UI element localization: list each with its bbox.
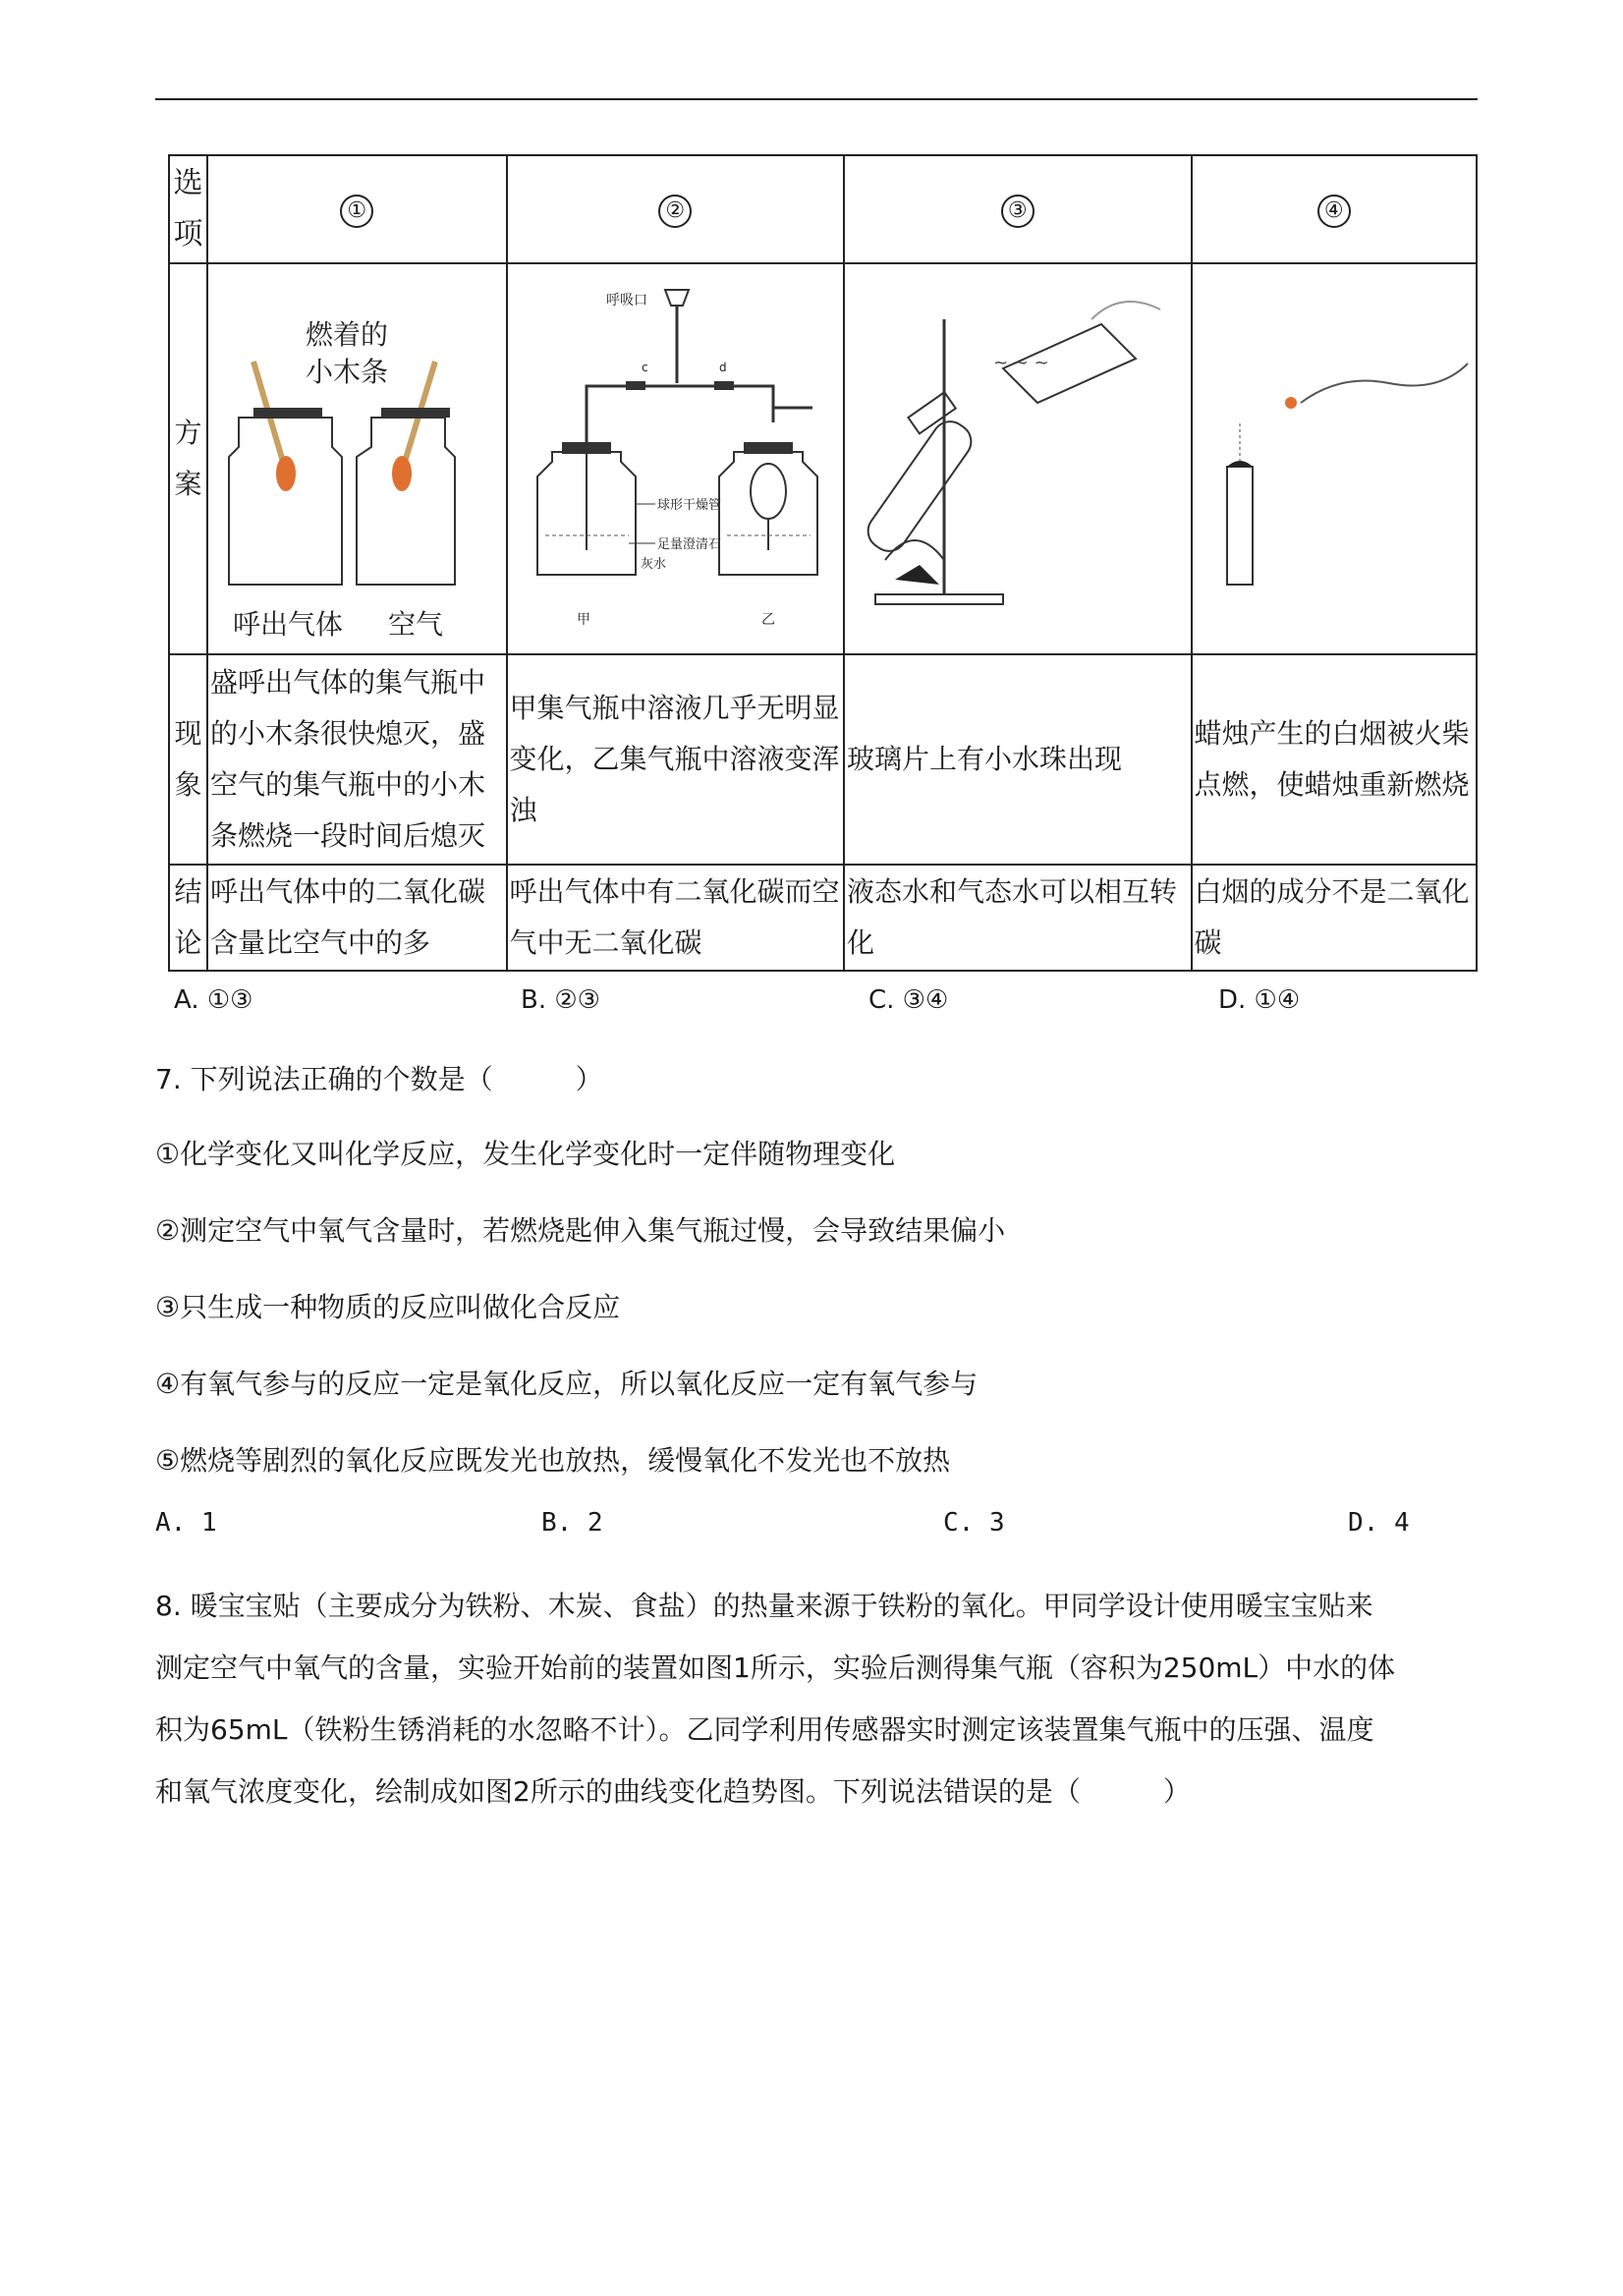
fig2-right-label: 乙: [761, 612, 776, 628]
figure-2-cell: [507, 263, 845, 654]
left-flame: [276, 456, 296, 491]
fig2-lime-label-1: 足量澄清石: [657, 537, 722, 552]
q6-table: [168, 154, 1478, 972]
fig1-title-line1: 燃着的: [306, 318, 389, 351]
phenomenon-1: 盛呼出气体的集气瓶中的小木条很快熄灭，盛空气的集气瓶中的小木条燃烧一段时间后熄灭: [207, 654, 506, 865]
q7-option-c[interactable]: C. 3: [943, 1508, 1005, 1538]
fig2-c-label: c: [642, 361, 648, 374]
header-col-2-label: ②: [658, 195, 692, 228]
figure-1-burning-splint: [209, 265, 504, 648]
phenomenon-4: 蜡烛产生的白烟被火柴点燃，使蜡烛重新燃烧: [1192, 654, 1477, 865]
header-label-cell: [169, 155, 207, 263]
conclusion-3: 液态水和气态水可以相互转化: [844, 865, 1192, 971]
scheme-row: [169, 263, 1477, 654]
q7-option-b[interactable]: B. 2: [541, 1508, 603, 1538]
q7-option-a[interactable]: A. 1: [155, 1508, 217, 1538]
header-label: 选项: [173, 166, 203, 252]
right-flame: [392, 456, 412, 491]
q7-statement-2: ②测定空气中氧气含量时，若燃烧匙伸入集气瓶过慢，会导致结果偏小: [155, 1214, 1006, 1247]
phenomenon-3: 玻璃片上有小水珠出现: [844, 654, 1192, 865]
q7-statement-1: ①化学变化又叫化学反应，发生化学变化时一定伴随物理变化: [155, 1138, 896, 1170]
fig1-right-label: 空气: [388, 608, 444, 641]
q8-line-3: 积为65mL（铁粉生锈消耗的水忽略不计）。乙同学利用传感器实时测定该装置集气瓶中的压强、温度: [155, 1713, 1374, 1746]
fig2-left-label: 甲: [577, 612, 591, 628]
figure-3-heating-water: [846, 265, 1190, 648]
q6-option-b[interactable]: B. ②③: [521, 985, 600, 1015]
q8-line-1: 8. 暖宝宝贴（主要成分为铁粉、木炭、食盐）的热量来源于铁粉的氧化。甲同学设计使用暖宝宝贴来: [155, 1590, 1373, 1622]
conclusion-1: 呼出气体中的二氧化碳含量比空气中的多: [207, 865, 506, 971]
q6-option-c[interactable]: C. ③④: [868, 985, 949, 1015]
header-col-1: [207, 155, 506, 263]
table-header-row: [169, 155, 1477, 263]
header-rule: [155, 98, 1478, 100]
conclusion-label-cell: [169, 865, 207, 971]
fig1-title-line2: 小木条: [306, 356, 389, 388]
header-col-2: [507, 155, 845, 263]
figure-4-candle: [1193, 265, 1478, 648]
conclusion-label: 结论: [174, 875, 202, 959]
header-col-3: [844, 155, 1192, 263]
conclusion-row: [169, 865, 1477, 971]
q6-option-a[interactable]: A. ①③: [174, 985, 253, 1015]
scheme-label: 方案: [174, 417, 202, 500]
figure-1-cell: [207, 263, 506, 654]
q7-statement-5: ⑤燃烧等剧烈的氧化反应既发光也放热，缓慢氧化不发光也不放热: [155, 1444, 951, 1477]
fig2-d-label: d: [719, 361, 727, 374]
q7-statements: [155, 1124, 1005, 1507]
q7-statement-4: ④有氧气参与的反应一定是氧化反应，所以氧化反应一定有氧气参与: [155, 1368, 979, 1400]
figure-2-co2-apparatus: [508, 265, 842, 648]
phenomenon-2: 甲集气瓶中溶液几乎无明显变化，乙集气瓶中溶液变浑浊: [507, 654, 845, 865]
phenomenon-label: 现象: [174, 717, 202, 801]
q6-option-d[interactable]: D. ①④: [1218, 985, 1301, 1015]
header-col-3-label: ③: [1001, 195, 1035, 228]
q7-title: 7. 下列说法正确的个数是（ ）: [155, 1063, 603, 1095]
header-col-1-label: ①: [340, 195, 373, 228]
phenomenon-label-cell: [169, 654, 207, 865]
q7-statement-3: ③只生成一种物质的反应叫做化合反应: [155, 1291, 621, 1323]
right-jar: [357, 362, 455, 585]
q7-option-d[interactable]: D. 4: [1348, 1508, 1410, 1538]
fig1-left-label: 呼出气体: [233, 608, 344, 641]
match-flame: [1285, 397, 1297, 409]
conclusion-2: 呼出气体中有二氧化碳而空气中无二氧化碳: [507, 865, 845, 971]
q8-line-2: 测定空气中氧气的含量，实验开始前的装置如图1所示，实验后测得集气瓶（容积为250mL）中水的体: [155, 1652, 1396, 1684]
fig3-water-drops: ~ ~ ~: [992, 353, 1049, 373]
fig2-inlet-label: 呼吸口: [606, 293, 648, 308]
scheme-label-cell: [169, 263, 207, 654]
conclusion-4: 白烟的成分不是二氧化碳: [1192, 865, 1477, 971]
figure-3-cell: [844, 263, 1192, 654]
fig2-lime-label-2: 灰水: [641, 557, 667, 572]
figure-4-cell: [1192, 263, 1477, 654]
phenomenon-row: [169, 654, 1477, 865]
left-jar: [229, 362, 342, 585]
header-col-4: [1192, 155, 1477, 263]
q8-line-4: 和氧气浓度变化，绘制成如图2所示的曲线变化趋势图。下列说法错误的是（ ）: [155, 1775, 1191, 1808]
q8-question: [155, 1575, 1482, 1822]
header-col-4-label: ④: [1317, 195, 1351, 228]
fig2-tube-label: 球形干燥管: [657, 498, 722, 513]
